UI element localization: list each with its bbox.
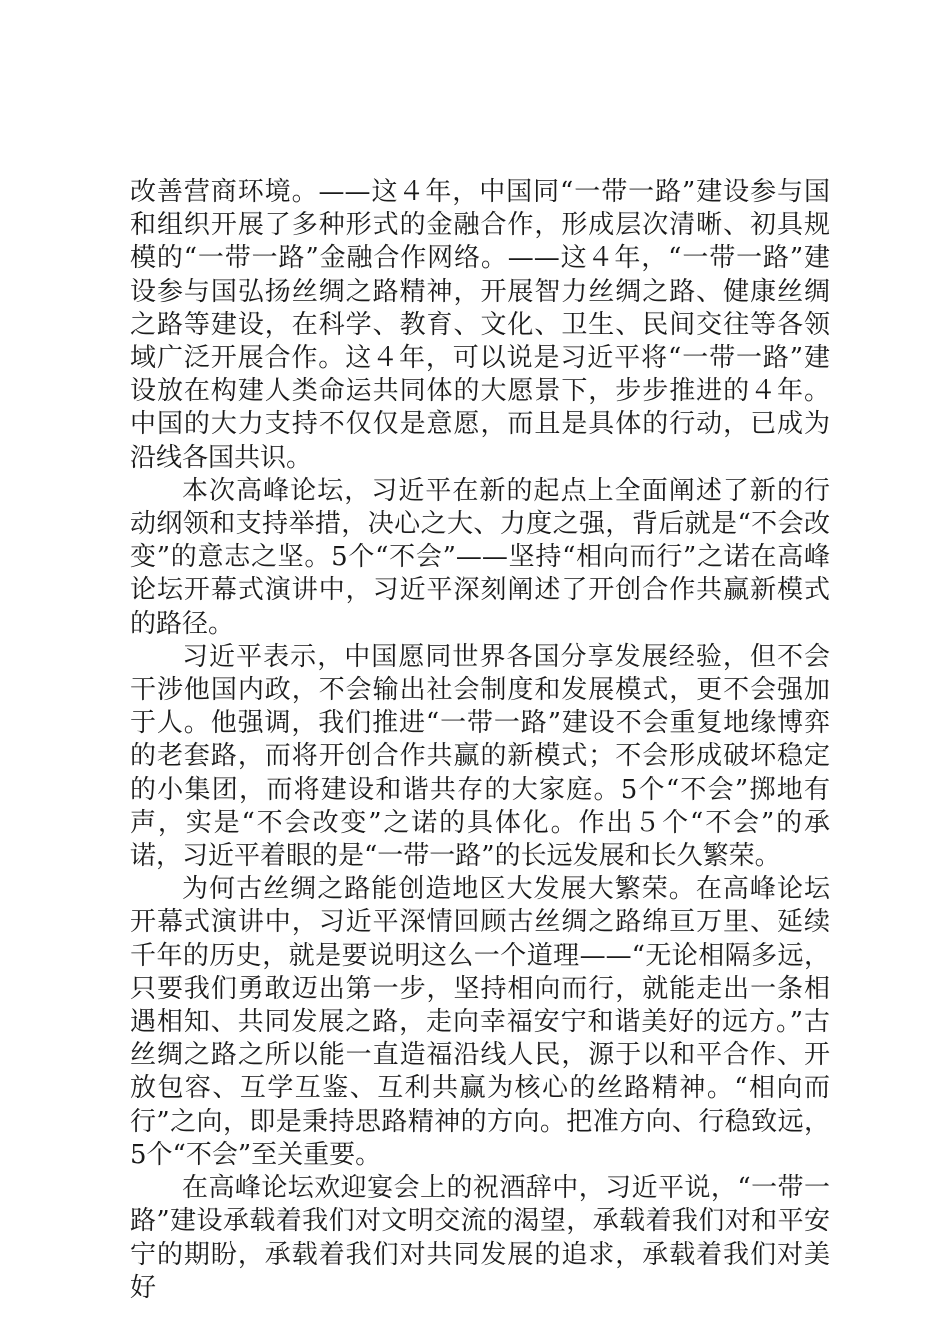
paragraph-2: 本次高峰论坛，习近平在新的起点上全面阐述了新的行动纲领和支持举措，决心之大、力度之强，背后就是“不会改变”的意志之坚。5个“不会”——坚持“相向而行”之诺在高峰论坛开幕式演讲中，习近平深刻阐述了开创合作共赢新模式的路径。 — [130, 475, 830, 639]
paragraph-4: 为何古丝绸之路能创造地区大发展大繁荣。在高峰论坛开幕式演讲中，习近平深情回顾古丝绸之路绵亘万里、延续千年的历史，就是要说明这么一个道理——“无论相隔多远，只要我们勇敢迈出第一步，坚持相向而行，就能走出一条相遇相知、共同发展之路，走向幸福安宁和谐美好的远方。”古丝绸之路之所以能一直造福沿线人民，源于以和平合作、开放包容、互学互鉴、互利共赢为核心的丝路精神。“相向而行”之向，即是秉持思路精神的方向。把准方向、行稳致远，5个“不会”至关重要。 — [130, 874, 830, 1170]
paragraph-3: 习近平表示，中国愿同世界各国分享发展经验，但不会干涉他国内政，不会输出社会制度和发展模式，更不会强加于人。他强调，我们推进“一带一路”建设不会重复地缘博弈的老套路，而将开创合作共赢的新模式；不会形成破坏稳定的小集团，而将建设和谐共存的大家庭。5个“不会”掷地有声，实是“不会改变”之诺的具体化。作出５个“不会”的承诺，习近平着眼的是“一带一路”的长远发展和长久繁荣。 — [130, 641, 830, 872]
paragraph-1: 改善营商环境。——这４年，中国同“一带一路”建设参与国和组织开展了多种形式的金融合作，形成层次清晰、初具规模的“一带一路”金融合作网络。——这４年，“一带一路”建设参与国弘扬丝绸之路精神，开展智力丝绸之路、健康丝绸之路等建设，在科学、教育、文化、卫生、民间交往等各领域广泛开展合作。这４年，可以说是习近平将“一带一路”建设放在构建人类命运共同体的大愿景下，步步推进的４年。中国的大力支持不仅仅是意愿，而且是具体的行动，已成为沿线各国共识。 — [130, 177, 830, 473]
document-page — [130, 176, 830, 1305]
paragraph-5: 在高峰论坛欢迎宴会上的祝酒辞中，习近平说，“一带一路”建设承载着我们对文明交流的渴望，承载着我们对和平安宁的期盼，承载着我们对共同发展的追求，承载着我们对美好 — [130, 1173, 830, 1303]
